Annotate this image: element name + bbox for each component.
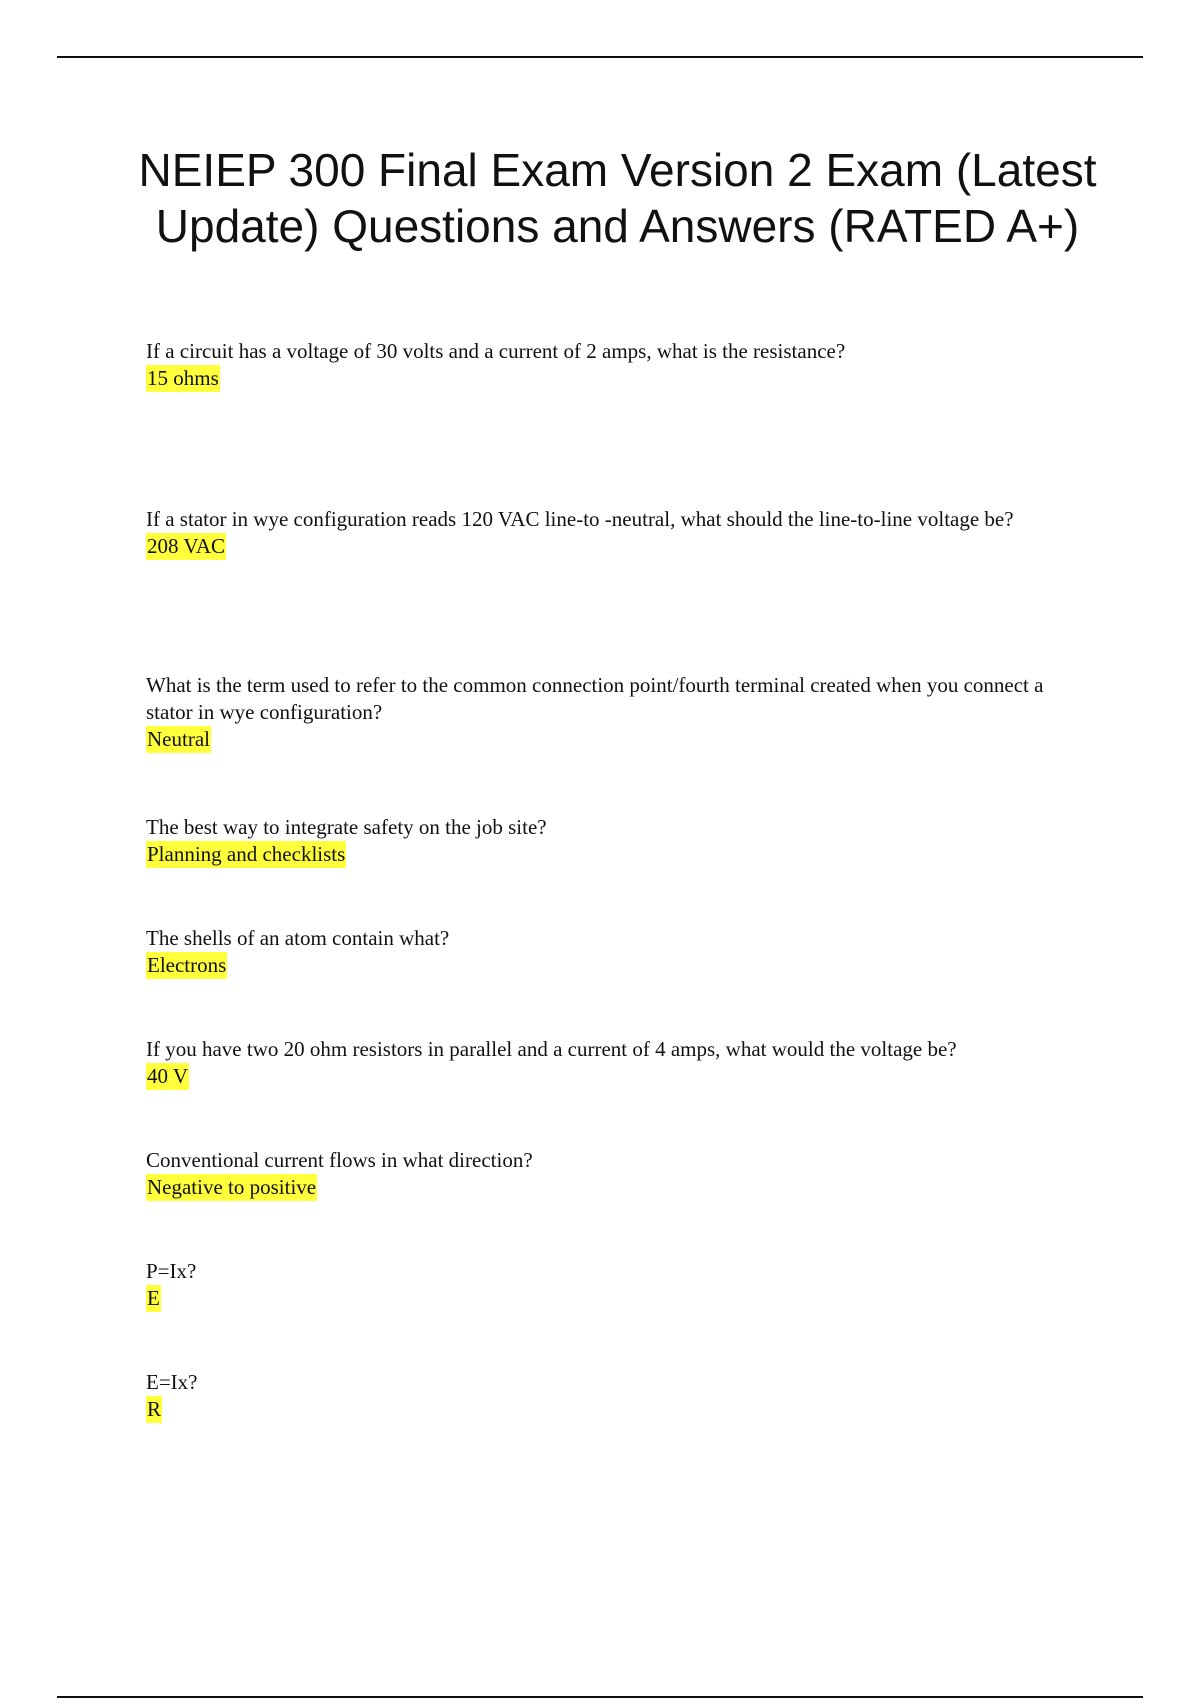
question-text: P=Ix? — [146, 1259, 197, 1283]
qa-item — [146, 1258, 1086, 1312]
answer-highlight: 40 V — [147, 1064, 189, 1088]
answer-highlight: E — [147, 1286, 160, 1310]
answer-highlight: Neutral — [147, 727, 210, 751]
qa-item — [146, 338, 1086, 392]
question-text: What is the term used to refer to the common connection point/fourth terminal created when you connect a stator in wye configuration? — [146, 673, 1044, 724]
question-text: If you have two 20 ohm resistors in parallel and a current of 4 amps, what would the voltage be? — [146, 1037, 957, 1061]
question-text: Conventional current flows in what direction? — [146, 1148, 533, 1172]
qa-item — [146, 506, 1086, 560]
question-text: The shells of an atom contain what? — [146, 926, 450, 950]
answer-highlight: 15 ohms — [147, 366, 219, 390]
answer-highlight: Negative to positive — [147, 1175, 317, 1199]
qa-item — [146, 925, 1086, 979]
answer-highlight: Electrons — [147, 953, 227, 977]
question-text: E=Ix? — [146, 1370, 198, 1394]
qa-item — [146, 1369, 1086, 1423]
document-title: NEIEP 300 Final Exam Version 2 Exam (Latest Update) Questions and Answers (RATED A+) — [138, 144, 1097, 252]
answer-highlight: 208 VAC — [147, 534, 226, 558]
qa-item — [146, 1036, 1086, 1090]
answer-highlight: R — [147, 1397, 162, 1421]
question-text: If a stator in wye configuration reads 120 VAC line-to -neutral, what should the line-to-line voltage be? — [146, 507, 1014, 531]
question-text: The best way to integrate safety on the job site? — [146, 815, 547, 839]
bottom-rule — [57, 1696, 1143, 1698]
qa-item — [146, 814, 1086, 868]
qa-item — [146, 672, 1086, 753]
qa-item — [146, 1147, 1086, 1201]
top-rule — [57, 56, 1143, 58]
answer-highlight: Planning and checklists — [147, 842, 346, 866]
question-text: If a circuit has a voltage of 30 volts and a current of 2 amps, what is the resistance? — [146, 339, 846, 363]
